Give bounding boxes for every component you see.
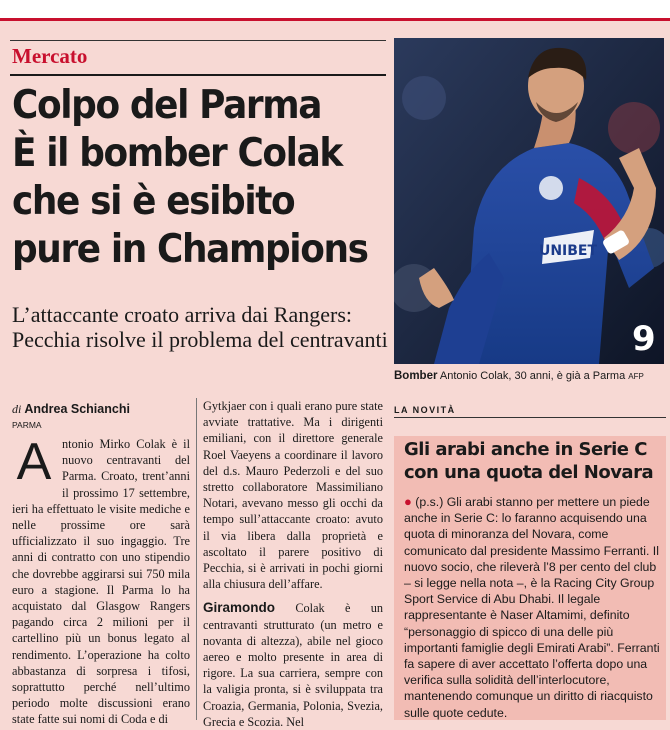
- player-photo: [394, 38, 664, 364]
- photo-caption: [394, 370, 666, 382]
- headline-line: che si è esibito: [12, 179, 295, 224]
- section-label: Mercato: [12, 44, 88, 68]
- top-bar: [0, 0, 670, 18]
- author-name: Andrea Schianchi: [24, 402, 130, 416]
- sidebar-label: LA NOVITÀ: [394, 405, 456, 415]
- column-1-text: ntonio Mirko Colak è il nuovo centravanti del Parma. Croato, trent’anni il prossimo 17 settembre, ieri ha effettuato le visite mediche e nelle prossime ore sarà ufficializzato il suo ingaggio. Tre anni di contratto con uno stipendio che dovrebbe aggirarsi sui 750 mila euro a stagione. Il Parma lo ha acquistato dal Glasgow Rangers pagando circa 2 milioni per il cartellino più un bonus legato al rendimento. L’operazione ha colto abbastanza di sorpresa i tifosi, soprattutto perché nell’ultimo periodo molte discussioni erano state fatte sui nomi di Coda e di: [12, 437, 190, 727]
- article-column-1: [12, 433, 190, 728]
- sidebar-rule: [394, 417, 666, 418]
- byline-prefix: di: [12, 402, 22, 416]
- dateline-city: PARMA: [12, 420, 42, 430]
- sidebar-body: (p.s.) Gli arabi stanno per mettere un piede anche in Serie C: lo faranno acquisendo una quota di minoranza del Novara, come comunicato dal presidente Massimo Ferranti. Il nuovo socio, che rileverà l’8 per cento del club – si legge nella nota –, è la Racing City Group Sport Service di Abu Dhabi. Il legale rappresentante è Naser Altamimi, definito “personaggio di spicco di una delle più importanti famiglie degli Emirati Arabi”. Ferranti fa sapere di aver accettato l’offerta dopo una verifica sulla solidità dell’interlocutore, mantenendo comunque un diritto di riacquisto sulle quote cedute.: [404, 495, 660, 720]
- sidebar-text: [404, 494, 660, 721]
- section-rule: [10, 40, 386, 41]
- shirt-number: 9: [632, 319, 656, 359]
- byline: [12, 402, 130, 417]
- bullet-dot-icon: ●: [404, 494, 412, 509]
- headline: [12, 82, 368, 274]
- caption-text: Antonio Colak, 30 anni, è già a Parma: [439, 370, 626, 382]
- caption-label: Bomber: [394, 370, 438, 382]
- photo-credit: AFP: [628, 372, 644, 381]
- column-2-paragraph-2: [203, 600, 383, 730]
- drop-cap: A: [16, 433, 52, 491]
- sidebar-title: Gli arabi anche in Serie C con una quota del Novara: [404, 439, 654, 483]
- shirt-sponsor: UNIBET: [538, 243, 598, 259]
- red-divider: [0, 18, 670, 21]
- column-2-paragraph: Gytkjaer con i quali erano pure state avviate trattative. Ma i dirigenti emiliani, con il direttore generale Roel Vaeyens a coordinare il lavoro del d.s. Mauro Pederzoli e del suo stretto collaboratore Massimiliano Notari, avevano messo gli occhi da tempo sull’attaccante croato: avuto il via libera dalla proprietà e ascoltato il parere positivo di Pecchia, si è arrivati in pochi giorni alla chiusura dell’affare.: [203, 399, 383, 592]
- column-2-text: Colak è un centravanti strutturato (un metro e novanta di altezza), abile nel gioco aereo e molto presente in area di rigore. La sua carriera, sempre con la valigia pronta, si è sviluppata tra Croazia, Germania, Polonia, Svezia, Grecia e Scozia. Nel: [203, 601, 384, 729]
- headline-line: È il bomber Colak: [12, 131, 342, 176]
- player-illustration: [394, 38, 664, 364]
- headline-line: Colpo del Parma: [12, 83, 322, 128]
- article-column-2: [203, 398, 383, 730]
- paragraph-kicker: Giramondo: [203, 600, 276, 616]
- headline-rule: [10, 74, 386, 76]
- headline-line: pure in Champions: [12, 227, 368, 272]
- subheadline: L’attaccante croato arriva dai Rangers: Pecchia risolve il problema del centravanti: [12, 302, 388, 352]
- column-divider: [196, 398, 197, 720]
